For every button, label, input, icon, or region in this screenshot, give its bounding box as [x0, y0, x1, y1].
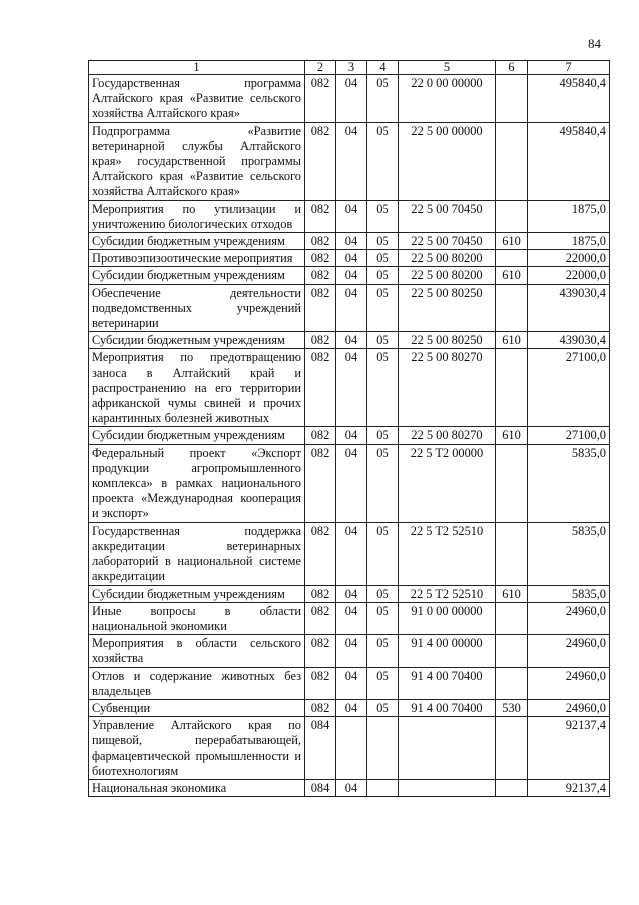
- row-amount: 5835,0: [528, 444, 610, 522]
- row-amount: 24960,0: [528, 602, 610, 634]
- table-row: [89, 602, 610, 634]
- row-amount: 27100,0: [528, 349, 610, 427]
- row-department-code: 082: [305, 585, 336, 602]
- row-section-code: 04: [336, 427, 367, 444]
- row-section-code: 04: [336, 779, 367, 796]
- row-name-cell: Субсидии бюджетным учреждениям: [89, 267, 305, 284]
- row-name-cell: Субвенции: [89, 699, 305, 716]
- row-target-article-code: 22 5 T2 00000: [399, 444, 496, 522]
- row-section-code: 04: [336, 635, 367, 667]
- row-expense-type-code: [496, 122, 528, 200]
- row-target-article-code: 22 5 00 80270: [399, 349, 496, 427]
- table-row: [89, 585, 610, 602]
- row-department-code: 082: [305, 602, 336, 634]
- table-row: [89, 75, 610, 123]
- row-expense-type-code: [496, 250, 528, 267]
- table-row: [89, 717, 610, 780]
- row-expense-type-code: [496, 522, 528, 585]
- row-subsection-code: 05: [367, 122, 399, 200]
- row-target-article-code: [399, 779, 496, 796]
- row-subsection-code: 05: [367, 444, 399, 522]
- row-amount: 1875,0: [528, 233, 610, 250]
- row-amount: 22000,0: [528, 250, 610, 267]
- row-subsection-code: 05: [367, 75, 399, 123]
- row-expense-type-code: 530: [496, 699, 528, 716]
- row-subsection-code: 05: [367, 332, 399, 349]
- row-name-cell: Мероприятия в области сельского хозяйства: [89, 635, 305, 667]
- column-header: 6: [496, 61, 528, 75]
- row-department-code: 082: [305, 75, 336, 123]
- row-expense-type-code: [496, 717, 528, 780]
- row-expense-type-code: 610: [496, 233, 528, 250]
- row-section-code: [336, 717, 367, 780]
- row-section-code: 04: [336, 250, 367, 267]
- row-section-code: 04: [336, 349, 367, 427]
- table-row: [89, 427, 610, 444]
- row-subsection-code: 05: [367, 667, 399, 699]
- row-section-code: 04: [336, 444, 367, 522]
- row-department-code: 082: [305, 122, 336, 200]
- row-target-article-code: 91 4 00 70400: [399, 699, 496, 716]
- row-name-cell: Федеральный проект «Экспорт продукции агропромышленного комплекса» в рамках национального проекта «Международная кооперация и экспорт»: [89, 444, 305, 522]
- row-name-cell: Национальная экономика: [89, 779, 305, 796]
- row-section-code: 04: [336, 75, 367, 123]
- row-section-code: 04: [336, 332, 367, 349]
- row-target-article-code: 22 5 00 70450: [399, 200, 496, 232]
- row-department-code: 082: [305, 699, 336, 716]
- row-name-cell: Субсидии бюджетным учреждениям: [89, 427, 305, 444]
- row-expense-type-code: 610: [496, 267, 528, 284]
- row-name-cell: Субсидии бюджетным учреждениям: [89, 585, 305, 602]
- row-expense-type-code: 610: [496, 585, 528, 602]
- row-subsection-code: 05: [367, 635, 399, 667]
- column-header: 5: [399, 61, 496, 75]
- row-subsection-code: [367, 779, 399, 796]
- row-subsection-code: 05: [367, 699, 399, 716]
- row-expense-type-code: 610: [496, 427, 528, 444]
- row-amount: 24960,0: [528, 699, 610, 716]
- row-name-cell: Противоэпизоотические мероприятия: [89, 250, 305, 267]
- row-target-article-code: 22 5 T2 52510: [399, 585, 496, 602]
- column-header: 7: [528, 61, 610, 75]
- table-row: [89, 250, 610, 267]
- row-expense-type-code: [496, 602, 528, 634]
- row-amount: 24960,0: [528, 667, 610, 699]
- table-row: [89, 284, 610, 332]
- row-target-article-code: 22 5 00 80200: [399, 250, 496, 267]
- table-row: [89, 332, 610, 349]
- table-row: [89, 699, 610, 716]
- table-row: [89, 349, 610, 427]
- row-expense-type-code: [496, 667, 528, 699]
- row-target-article-code: 22 5 00 80250: [399, 332, 496, 349]
- row-name-cell: Мероприятия по предотвращению заноса в Алтайский край и распространению на его территории африканской чумы свиней и прочих карантинных болезней животных: [89, 349, 305, 427]
- row-name-cell: Отлов и содержание животных без владельцев: [89, 667, 305, 699]
- row-department-code: 082: [305, 427, 336, 444]
- row-amount: 22000,0: [528, 267, 610, 284]
- row-section-code: 04: [336, 122, 367, 200]
- column-header: 1: [89, 61, 305, 75]
- row-expense-type-code: [496, 444, 528, 522]
- row-department-code: 082: [305, 635, 336, 667]
- row-target-article-code: 22 0 00 00000: [399, 75, 496, 123]
- row-name-cell: Субсидии бюджетным учреждениям: [89, 233, 305, 250]
- row-department-code: 082: [305, 332, 336, 349]
- table-body: [89, 75, 610, 797]
- row-target-article-code: [399, 717, 496, 780]
- row-subsection-code: 05: [367, 267, 399, 284]
- table-row: [89, 667, 610, 699]
- row-expense-type-code: [496, 779, 528, 796]
- row-department-code: 084: [305, 717, 336, 780]
- table-header-row: [89, 61, 610, 75]
- column-header: 3: [336, 61, 367, 75]
- table-row: [89, 522, 610, 585]
- row-amount: 92137,4: [528, 779, 610, 796]
- row-department-code: 082: [305, 267, 336, 284]
- row-department-code: 082: [305, 284, 336, 332]
- row-section-code: 04: [336, 522, 367, 585]
- row-department-code: 082: [305, 233, 336, 250]
- row-target-article-code: 22 5 00 80270: [399, 427, 496, 444]
- row-name-cell: Обеспечение деятельности подведомственных учреждений ветеринарии: [89, 284, 305, 332]
- row-section-code: 04: [336, 200, 367, 232]
- row-subsection-code: 05: [367, 349, 399, 427]
- row-subsection-code: [367, 717, 399, 780]
- row-subsection-code: 05: [367, 250, 399, 267]
- row-target-article-code: 91 4 00 70400: [399, 667, 496, 699]
- row-department-code: 082: [305, 200, 336, 232]
- row-target-article-code: 91 0 00 00000: [399, 602, 496, 634]
- row-department-code: 082: [305, 349, 336, 427]
- row-section-code: 04: [336, 233, 367, 250]
- row-name-cell: Субсидии бюджетным учреждениям: [89, 332, 305, 349]
- row-amount: 439030,4: [528, 284, 610, 332]
- row-expense-type-code: [496, 200, 528, 232]
- table-row: [89, 635, 610, 667]
- column-header: 2: [305, 61, 336, 75]
- row-name-cell: Иные вопросы в области национальной экономики: [89, 602, 305, 634]
- row-amount: 495840,4: [528, 122, 610, 200]
- row-expense-type-code: [496, 284, 528, 332]
- row-subsection-code: 05: [367, 585, 399, 602]
- row-name-cell: Государственная программа Алтайского края «Развитие сельского хозяйства Алтайского края»: [89, 75, 305, 123]
- column-header: 4: [367, 61, 399, 75]
- row-amount: 27100,0: [528, 427, 610, 444]
- row-expense-type-code: [496, 75, 528, 123]
- row-amount: 5835,0: [528, 522, 610, 585]
- row-name-cell: Управление Алтайского края по пищевой, перерабатывающей, фармацевтической промышленности и биотехнологиям: [89, 717, 305, 780]
- row-subsection-code: 05: [367, 602, 399, 634]
- row-section-code: 04: [336, 602, 367, 634]
- row-department-code: 084: [305, 779, 336, 796]
- row-expense-type-code: [496, 349, 528, 427]
- row-target-article-code: 22 5 00 70450: [399, 233, 496, 250]
- row-name-cell: Государственная поддержка аккредитации ветеринарных лабораторий в национальной системе аккредитации: [89, 522, 305, 585]
- row-amount: 439030,4: [528, 332, 610, 349]
- row-section-code: 04: [336, 585, 367, 602]
- table-row: [89, 779, 610, 796]
- row-target-article-code: 22 5 00 80200: [399, 267, 496, 284]
- row-department-code: 082: [305, 444, 336, 522]
- row-department-code: 082: [305, 522, 336, 585]
- table-row: [89, 122, 610, 200]
- row-amount: 495840,4: [528, 75, 610, 123]
- budget-table: [88, 60, 610, 797]
- row-subsection-code: 05: [367, 284, 399, 332]
- row-section-code: 04: [336, 267, 367, 284]
- table-row: [89, 267, 610, 284]
- row-department-code: 082: [305, 667, 336, 699]
- row-name-cell: Подпрограмма «Развитие ветеринарной службы Алтайского края» государственной программы Алтайского края «Развитие сельского хозяйства Алтайского края»: [89, 122, 305, 200]
- table-row: [89, 444, 610, 522]
- row-amount: 5835,0: [528, 585, 610, 602]
- table-row: [89, 200, 610, 232]
- row-subsection-code: 05: [367, 200, 399, 232]
- page-number: 84: [588, 36, 601, 51]
- row-target-article-code: 91 4 00 00000: [399, 635, 496, 667]
- row-section-code: 04: [336, 667, 367, 699]
- row-expense-type-code: [496, 635, 528, 667]
- row-amount: 92137,4: [528, 717, 610, 780]
- row-section-code: 04: [336, 699, 367, 716]
- row-target-article-code: 22 5 00 80250: [399, 284, 496, 332]
- row-subsection-code: 05: [367, 427, 399, 444]
- row-subsection-code: 05: [367, 233, 399, 250]
- row-subsection-code: 05: [367, 522, 399, 585]
- row-amount: 24960,0: [528, 635, 610, 667]
- row-target-article-code: 22 5 T2 52510: [399, 522, 496, 585]
- row-expense-type-code: 610: [496, 332, 528, 349]
- row-section-code: 04: [336, 284, 367, 332]
- row-name-cell: Мероприятия по утилизации и уничтожению биологических отходов: [89, 200, 305, 232]
- row-target-article-code: 22 5 00 00000: [399, 122, 496, 200]
- row-department-code: 082: [305, 250, 336, 267]
- table-row: [89, 233, 610, 250]
- row-amount: 1875,0: [528, 200, 610, 232]
